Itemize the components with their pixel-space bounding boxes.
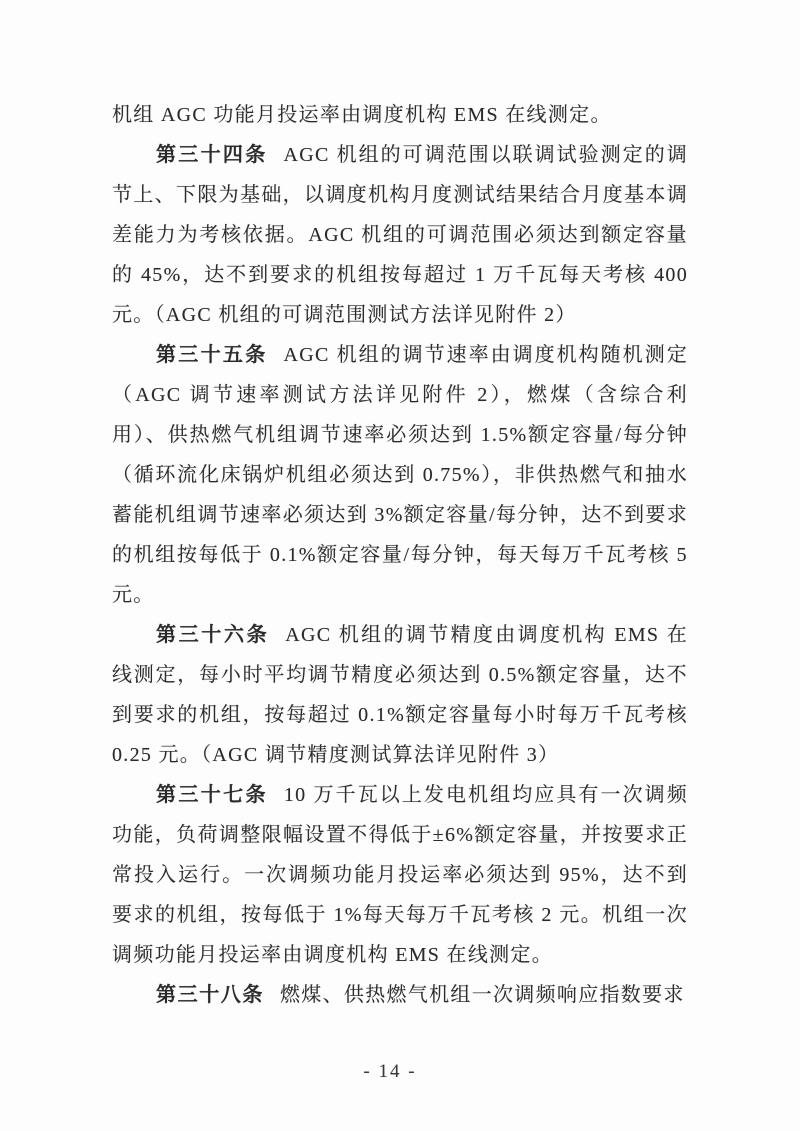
article-36-text: AGC 机组的调节精度由调度机构 EMS 在线测定，每小时平均调节精度必须达到 0.5%额定容量，达不到要求的机组，按每超过 0.1%额定容量每小时每万千瓦考核 0.25 元。（AGC 调节精度测试算法详见附件 3） bbox=[112, 624, 688, 766]
article-35-text: AGC 机组的调节速率由调度机构随机测定（AGC 调节速率测试方法详见附件 2），燃煤（含综合利用）、供热燃气机组调节速率必须达到 1.5%额定容量/每分钟（循环流化床锅炉机组必须达到 0.75%），非供热燃气和抽水蓄能机组调节速率必须达到 3%额定容量/每分钟，达不到要求的机组按每低于 0.1%额定容量/每分钟，每天每万千瓦考核 5 元。 bbox=[112, 344, 688, 606]
article-37-text: 10 万千瓦以上发电机组均应具有一次调频功能，负荷调整限幅设置不得低于±6%额定容量，并按要求正常投入运行。一次调频功能月投运率必须达到 95%，达不到要求的机组，按每低于 1%每天每万千瓦考核 2 元。机组一次调频功能月投运率由调度机构 EMS 在线测定。 bbox=[112, 784, 689, 966]
article-34-number: 第三十四条 bbox=[156, 144, 268, 166]
article-36 bbox=[112, 615, 688, 775]
paragraph-continuation bbox=[112, 95, 688, 135]
article-37 bbox=[112, 775, 688, 975]
article-38-number: 第三十八条 bbox=[156, 984, 264, 1006]
continuation-text: 机组 AGC 功能月投运率由调度机构 EMS 在线测定。 bbox=[112, 104, 612, 126]
article-35-number: 第三十五条 bbox=[156, 344, 268, 366]
page-number: - 14 - bbox=[363, 1061, 417, 1082]
article-34-text: AGC 机组的可调范围以联调试验测定的调节上、下限为基础，以调度机构月度测试结果结合月度基本调差能力为考核依据。AGC 机组的可调范围必须达到额定容量的 45%，达不到要求的机组按每超过 1 万千瓦每天考核 400 元。（AGC 机组的可调范围测试方法详见附件 2） bbox=[112, 144, 688, 326]
article-37-number: 第三十七条 bbox=[156, 784, 268, 806]
article-36-number: 第三十六条 bbox=[156, 624, 270, 646]
article-38 bbox=[112, 975, 688, 1015]
article-38-text: 燃煤、供热燃气机组一次调频响应指数要求 bbox=[280, 984, 685, 1006]
article-35 bbox=[112, 335, 688, 615]
document-body bbox=[112, 95, 688, 1015]
article-34 bbox=[112, 135, 688, 335]
